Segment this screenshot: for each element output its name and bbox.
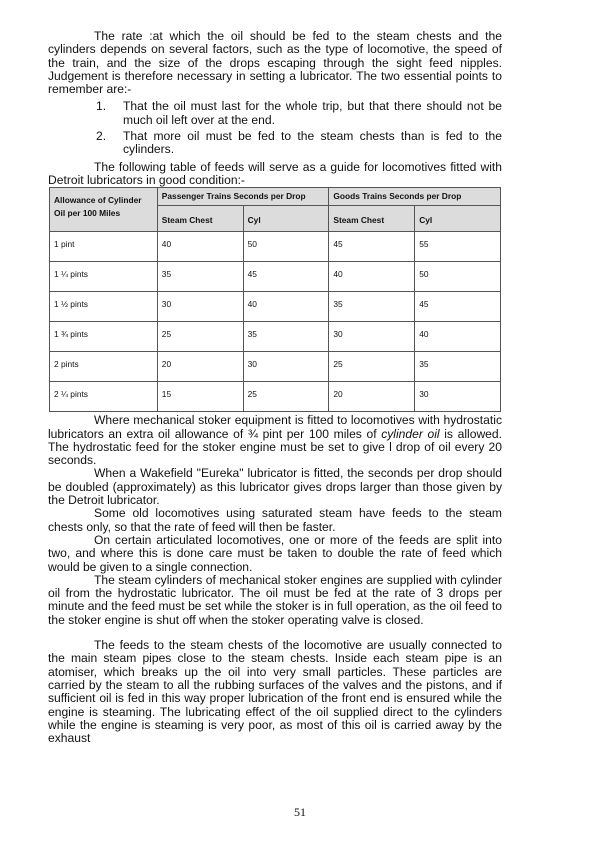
stoker-cylinders-paragraph: The steam cylinders of mechanical stoker engines are supplied with cylinder oil from the hydrostatic lubricator. The oil must be fed at the rate of 3 drops per minute and the feed must be set while the stoker is in full operation, as the oil feed to the stoker engine is shut off when the stoker operating valve is closed. — [48, 572, 502, 627]
page-number: 51 — [294, 805, 306, 819]
essential-points-list — [48, 100, 502, 156]
subheader-steam-chest: Steam Chest — [329, 206, 415, 232]
column-header-goods: Goods Trains Seconds per Drop — [329, 188, 501, 206]
table-row: 1 ¾ pints 25 35 30 40 — [50, 322, 501, 352]
wakefield-paragraph: When a Wakefield "Eureka" lubricator is fitted, the seconds per drop should be doubled (approximately) as this lubricator gives drops larger than those given by the Detroit lubricator. — [48, 466, 502, 508]
intro-paragraph: The rate :at which the oil should be fed to the steam chests and the cylinders depends on several factors, such as the type of locomotive, the speed of the train, and the size of the drops escaping through the sight feed nipples. Judgement is therefore necessary in setting a lubricator. The two essential points to remember are:- — [48, 29, 502, 97]
steam-chest-feeds-paragraph: The feeds to the steam chests of the locomotive are usually connected to the main steam pipes close to the steam chests. Inside each steam pipe is an atomiser, which breaks up the oil into very small particles. These particles are carried by the steam to all the rubbing surfaces of the valves and the pistons, and if sufficient oil is fed in this way proper lubrication of the front end is ensured while the engine is steaming. The lubricating effect of the oil supplied direct to the cylinders while the engine is steaming is very poor, as most of this oil is carried away by the exhaust — [48, 638, 502, 746]
table-row: 1 pint 40 50 45 55 — [50, 232, 501, 262]
subheader-cyl: Cyl — [415, 206, 501, 232]
saturated-steam-paragraph: Some old locomotives using saturated steam have feeds to the steam chests only, so that the rate of feed will then be faster. — [48, 506, 502, 534]
feeds-table — [49, 187, 501, 412]
subheader-steam-chest: Steam Chest — [157, 206, 243, 232]
subheader-cyl: Cyl — [243, 206, 329, 232]
table-row: 1 ½ pints 30 40 35 45 — [50, 292, 501, 322]
stoker-paragraph: Where mechanical stoker equipment is fitted to locomotives with hydrostatic lubricators an extra oil allowance of ¾ pint per 100 miles of cylinder oil is allowed. The hydrostatic feed for the stoker engine must be set to give l drop of oil every 20 seconds. — [48, 413, 502, 468]
table-intro: The following table of feeds will serve as a guide for locomotives fitted with Detroit lubricators in good condition:- — [48, 159, 502, 187]
table-row: 1 ¼ pints 35 45 40 50 — [50, 262, 501, 292]
column-header-allowance: Allowance of Cylinder Oil per 100 Miles — [50, 188, 158, 232]
column-header-passenger: Passenger Trains Seconds per Drop — [157, 188, 329, 206]
table-row: 2 pints 20 30 25 35 — [50, 352, 501, 382]
table-header-row — [50, 188, 501, 206]
list-item: 2. That more oil must be fed to the steam chests than is fed to the cylinders. — [96, 129, 502, 157]
articulated-paragraph: On certain articulated locomotives, one or more of the feeds are split into two, and where this is done care must be taken to double the rate of feed which would be given to a single connection. — [48, 532, 502, 574]
list-item: 1. That the oil must last for the whole trip, but that there should not be much oil left over at the end. — [96, 99, 502, 127]
table-row: 2 ¼ pints 15 25 20 30 — [50, 382, 501, 412]
page-body — [48, 30, 502, 745]
